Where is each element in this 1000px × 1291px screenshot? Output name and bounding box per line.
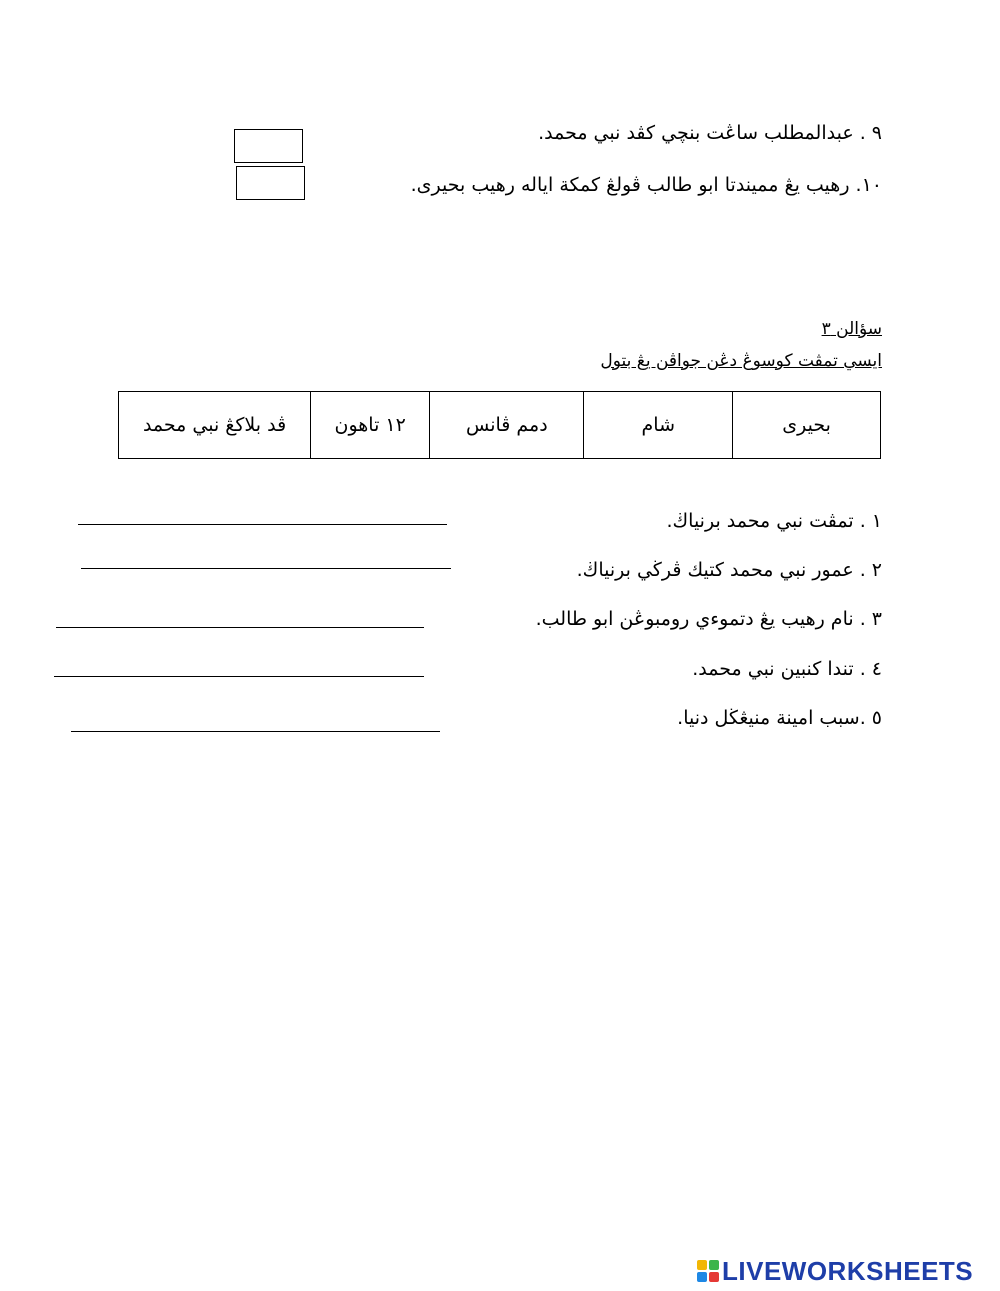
question-4: ٤ . تندا كنبين نبي محمد.: [692, 658, 882, 680]
answer-line-5[interactable]: [71, 731, 440, 732]
answer-line-2[interactable]: [81, 568, 451, 569]
statement-10: ١٠. رهيب يڠ مميندتا ابو طالب ڤولڠ كمكة اياله رهيب بحيرى.: [410, 174, 882, 196]
liveworksheets-logo: [697, 1257, 973, 1285]
question-1: ١ . تمڤت نبي محمد برنياڬ.: [666, 510, 882, 532]
word-bank-table: [118, 391, 881, 459]
logo-mark-icon: [697, 1260, 719, 1282]
answer-line-3[interactable]: [56, 627, 424, 628]
logo-text: LIVEWORKSHEETS: [722, 1255, 974, 1286]
answer-box-9[interactable]: [234, 129, 303, 163]
word-bank-item: ١٢ تاهون: [311, 392, 430, 459]
question-3: ٣ . نام رهيب يڠ دتموءي رومبوڠن ابو طالب.: [535, 608, 882, 630]
answer-box-10[interactable]: [236, 166, 305, 200]
word-bank-item: ڤد بلاكڠ نبي محمد: [119, 392, 311, 459]
word-bank-item: شام: [584, 392, 733, 459]
answer-line-4[interactable]: [54, 676, 424, 677]
word-bank-item: دمم ڤانس: [430, 392, 584, 459]
section-title: سؤالن ٣: [821, 319, 882, 339]
question-2: ٢ . عمور نبي محمد كتيك ڤرڬي برنياڬ.: [576, 559, 882, 581]
question-5: ٥ .سبب امينة منيڠڬل دنيا.: [677, 707, 882, 729]
statement-9: ٩ . عبدالمطلب ساڠت بنچي كڤد نبي محمد.: [538, 122, 882, 144]
section-instruction: ايسي تمڤت كوسوڠ دڠن جواڤن يڠ بتول: [600, 351, 882, 371]
word-bank-item: بحيرى: [733, 392, 881, 459]
answer-line-1[interactable]: [78, 524, 447, 525]
